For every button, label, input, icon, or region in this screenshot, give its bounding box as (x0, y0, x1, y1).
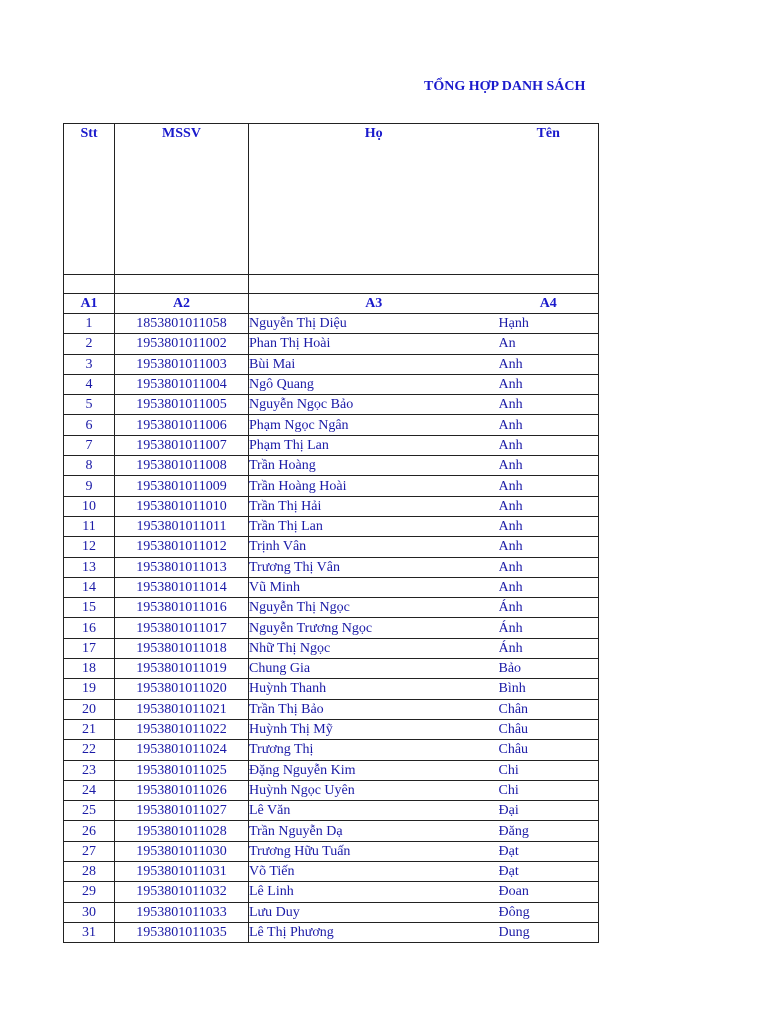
table-row (64, 496, 599, 516)
cell-ho: Nguyễn Ngọc Bảo (249, 395, 499, 415)
blank-row (64, 275, 599, 294)
cell-ho: Phạm Ngọc Ngân (249, 415, 499, 435)
cell-ho: Lê Thị Phương (249, 922, 499, 942)
cell-ho: Trương Hữu Tuấn (249, 841, 499, 861)
table-row (64, 476, 599, 496)
cell-ho: Phạm Thị Lan (249, 435, 499, 455)
table-row (64, 598, 599, 618)
cell-mssv: 1953801011021 (115, 699, 249, 719)
cell-mssv: 1953801011018 (115, 638, 249, 658)
cell-stt: 30 (64, 902, 115, 922)
cell-mssv: 1953801011025 (115, 760, 249, 780)
table-row (64, 456, 599, 476)
cell-mssv: 1953801011022 (115, 719, 249, 739)
cell-mssv: 1953801011028 (115, 821, 249, 841)
cell-ho: Trần Thị Hải (249, 496, 499, 516)
student-table-body (64, 124, 599, 943)
table-row (64, 618, 599, 638)
cell-ho: Chung Gia (249, 659, 499, 679)
cell-ten: Chân (499, 699, 599, 719)
table-row (64, 699, 599, 719)
cell-ten: An (499, 334, 599, 354)
cell-ho: Nhữ Thị Ngọc (249, 638, 499, 658)
code-a4: A4 (499, 294, 599, 314)
table-row (64, 435, 599, 455)
cell-ten: Đạt (499, 862, 599, 882)
cell-ten: Anh (499, 476, 599, 496)
cell-ho: Nguyễn Thị Diệu (249, 314, 499, 334)
cell-ten: Anh (499, 435, 599, 455)
cell-stt: 24 (64, 780, 115, 800)
table-row (64, 841, 599, 861)
cell-stt: 4 (64, 374, 115, 394)
blank-cell (499, 275, 599, 294)
cell-stt: 5 (64, 395, 115, 415)
table-row (64, 354, 599, 374)
header-stt: Stt (64, 124, 115, 275)
cell-ten: Châu (499, 740, 599, 760)
cell-ho: Huỳnh Thị Mỹ (249, 719, 499, 739)
blank-cell (64, 275, 115, 294)
table-row (64, 740, 599, 760)
header-mssv: MSSV (115, 124, 249, 275)
cell-ho: Trần Thị Lan (249, 516, 499, 536)
cell-stt: 21 (64, 719, 115, 739)
cell-ho: Trần Thị Bảo (249, 699, 499, 719)
cell-ten: Đông (499, 902, 599, 922)
cell-stt: 26 (64, 821, 115, 841)
cell-mssv: 1953801011002 (115, 334, 249, 354)
cell-stt: 19 (64, 679, 115, 699)
cell-mssv: 1953801011030 (115, 841, 249, 861)
cell-mssv: 1953801011010 (115, 496, 249, 516)
cell-ho: Lê Văn (249, 801, 499, 821)
cell-ten: Anh (499, 577, 599, 597)
cell-ho: Vũ Minh (249, 577, 499, 597)
cell-mssv: 1953801011026 (115, 780, 249, 800)
table-row (64, 415, 599, 435)
code-a1: A1 (64, 294, 115, 314)
cell-ten: Bảo (499, 659, 599, 679)
cell-ten: Anh (499, 395, 599, 415)
table-row (64, 659, 599, 679)
page-title: TỔNG HỢP DANH SÁCH (424, 79, 586, 94)
cell-ho: Trương Thị (249, 740, 499, 760)
cell-mssv: 1953801011033 (115, 902, 249, 922)
cell-ten: Anh (499, 496, 599, 516)
cell-ten: Anh (499, 354, 599, 374)
cell-ho: Trịnh Vân (249, 537, 499, 557)
cell-ten: Đại (499, 801, 599, 821)
cell-ten: Anh (499, 537, 599, 557)
table-row (64, 577, 599, 597)
header-ten: Tên (499, 124, 599, 275)
code-a2: A2 (115, 294, 249, 314)
cell-ten: Anh (499, 516, 599, 536)
header-row (64, 124, 599, 275)
cell-stt: 20 (64, 699, 115, 719)
cell-stt: 3 (64, 354, 115, 374)
cell-stt: 23 (64, 760, 115, 780)
cell-mssv: 1953801011009 (115, 476, 249, 496)
cell-ten: Chi (499, 780, 599, 800)
cell-stt: 11 (64, 516, 115, 536)
cell-mssv: 1953801011007 (115, 435, 249, 455)
cell-mssv: 1953801011005 (115, 395, 249, 415)
header-ho: Họ (249, 124, 499, 275)
cell-mssv: 1953801011003 (115, 354, 249, 374)
cell-mssv: 1953801011020 (115, 679, 249, 699)
table-row (64, 882, 599, 902)
blank-cell (115, 275, 249, 294)
cell-ho: Võ Tiến (249, 862, 499, 882)
cell-stt: 27 (64, 841, 115, 861)
cell-ho: Trần Hoàng Hoài (249, 476, 499, 496)
table-row (64, 334, 599, 354)
table-row (64, 760, 599, 780)
cell-stt: 6 (64, 415, 115, 435)
cell-stt: 13 (64, 557, 115, 577)
table-row (64, 314, 599, 334)
cell-ho: Lê Linh (249, 882, 499, 902)
cell-stt: 12 (64, 537, 115, 557)
table-row (64, 679, 599, 699)
cell-mssv: 1953801011024 (115, 740, 249, 760)
table-row (64, 557, 599, 577)
cell-ho: Đặng Nguyễn Kim (249, 760, 499, 780)
cell-stt: 8 (64, 456, 115, 476)
cell-ten: Anh (499, 456, 599, 476)
cell-mssv: 1953801011019 (115, 659, 249, 679)
cell-ten: Hạnh (499, 314, 599, 334)
cell-mssv: 1953801011027 (115, 801, 249, 821)
table-row (64, 801, 599, 821)
table-row (64, 780, 599, 800)
cell-ten: Chi (499, 760, 599, 780)
table-row (64, 395, 599, 415)
cell-stt: 17 (64, 638, 115, 658)
cell-mssv: 1953801011016 (115, 598, 249, 618)
cell-mssv: 1953801011004 (115, 374, 249, 394)
cell-ten: Dung (499, 922, 599, 942)
cell-stt: 7 (64, 435, 115, 455)
cell-ten: Đăng (499, 821, 599, 841)
cell-ho: Bùi Mai (249, 354, 499, 374)
cell-ho: Huỳnh Thanh (249, 679, 499, 699)
cell-ho: Huỳnh Ngọc Uyên (249, 780, 499, 800)
cell-stt: 10 (64, 496, 115, 516)
cell-ten: Ánh (499, 638, 599, 658)
cell-ho: Nguyễn Trương Ngọc (249, 618, 499, 638)
cell-mssv: 1953801011008 (115, 456, 249, 476)
table-row (64, 922, 599, 942)
cell-ten: Anh (499, 374, 599, 394)
cell-ho: Lưu Duy (249, 902, 499, 922)
cell-stt: 1 (64, 314, 115, 334)
cell-ten: Bình (499, 679, 599, 699)
cell-mssv: 1953801011006 (115, 415, 249, 435)
table-row (64, 821, 599, 841)
code-a3: A3 (249, 294, 499, 314)
cell-mssv: 1853801011058 (115, 314, 249, 334)
cell-ten: Châu (499, 719, 599, 739)
cell-mssv: 1953801011017 (115, 618, 249, 638)
cell-stt: 25 (64, 801, 115, 821)
table-row (64, 638, 599, 658)
cell-ten: Đạt (499, 841, 599, 861)
cell-ho: Trương Thị Vân (249, 557, 499, 577)
cell-ho: Phan Thị Hoài (249, 334, 499, 354)
cell-stt: 22 (64, 740, 115, 760)
cell-stt: 14 (64, 577, 115, 597)
cell-mssv: 1953801011031 (115, 862, 249, 882)
table-row (64, 374, 599, 394)
student-table (63, 123, 599, 943)
cell-ho: Trần Nguyễn Dạ (249, 821, 499, 841)
cell-stt: 29 (64, 882, 115, 902)
cell-ho: Ngô Quang (249, 374, 499, 394)
cell-ten: Đoan (499, 882, 599, 902)
cell-stt: 31 (64, 922, 115, 942)
cell-ten: Ánh (499, 618, 599, 638)
cell-mssv: 1953801011013 (115, 557, 249, 577)
table-row (64, 719, 599, 739)
cell-stt: 15 (64, 598, 115, 618)
table-row (64, 537, 599, 557)
cell-stt: 2 (64, 334, 115, 354)
cell-mssv: 1953801011012 (115, 537, 249, 557)
cell-stt: 18 (64, 659, 115, 679)
cell-stt: 9 (64, 476, 115, 496)
blank-cell (249, 275, 499, 294)
cell-mssv: 1953801011011 (115, 516, 249, 536)
cell-ho: Trần Hoàng (249, 456, 499, 476)
table-row (64, 902, 599, 922)
cell-mssv: 1953801011032 (115, 882, 249, 902)
cell-ten: Ánh (499, 598, 599, 618)
cell-mssv: 1953801011035 (115, 922, 249, 942)
cell-ten: Anh (499, 557, 599, 577)
table-row (64, 516, 599, 536)
column-code-row (64, 294, 599, 314)
cell-ho: Nguyễn Thị Ngọc (249, 598, 499, 618)
table-row (64, 862, 599, 882)
cell-mssv: 1953801011014 (115, 577, 249, 597)
cell-ten: Anh (499, 415, 599, 435)
cell-stt: 28 (64, 862, 115, 882)
cell-stt: 16 (64, 618, 115, 638)
